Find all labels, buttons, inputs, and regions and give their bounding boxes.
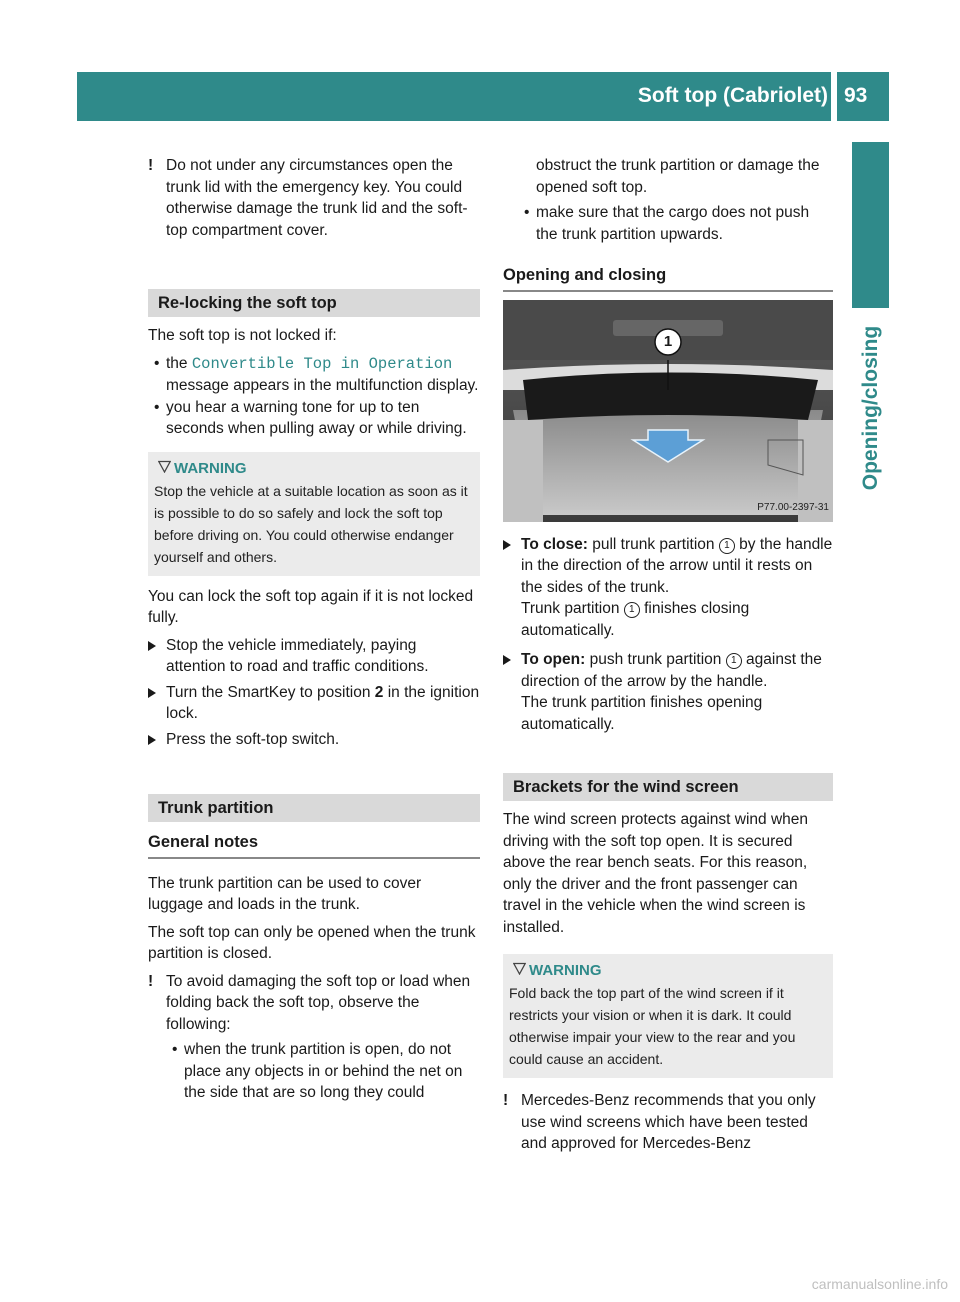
- image-code: P77.00-2397-31: [757, 502, 829, 513]
- subheading-general-notes: General notes: [148, 832, 480, 859]
- left-column: [148, 155, 480, 1104]
- step-item: To close: pull trunk partition 1 by the handle in the direction of the arrow until it rests on the sides of the trunk. Trunk partition 1 finishes closing automatically.: [503, 534, 833, 642]
- step-arrow-icon: [148, 735, 156, 745]
- not-locked-intro: The soft top is not locked if:: [148, 327, 337, 344]
- section-heading-relock: Re-locking the soft top: [148, 289, 480, 317]
- paragraph: The soft top can only be opened when the trunk partition is closed.: [148, 923, 476, 962]
- note-avoid-damage: ! To avoid damaging the soft top or load when folding back the soft top, observe the following:: [148, 972, 471, 1033]
- step-arrow-icon: [503, 655, 511, 665]
- side-tab-block: [852, 142, 889, 308]
- step-arrow-icon: [148, 641, 156, 651]
- callout-1: 1: [663, 332, 673, 350]
- warning-title: WARNING: [154, 458, 474, 480]
- warning-box: [503, 954, 833, 1078]
- step-item: Stop the vehicle immediately, paying attention to road and traffic conditions.: [148, 635, 480, 678]
- step-arrow-icon: [503, 540, 511, 550]
- warning-text: Fold back the top part of the wind screen if it restricts your vision or when it is dark. It could otherwise impair your view to the rear and you could cause an accident.: [509, 985, 796, 1067]
- note-emergency-key: ! Do not under any circumstances open the trunk lid with the emergency key. You could otherwise damage the trunk lid and the soft-top compartment cover.: [148, 157, 468, 239]
- callout-ref-1: 1: [726, 653, 742, 669]
- trunk-photo: [503, 300, 833, 522]
- warning-text: Stop the vehicle at a suitable location as soon as it is possible to do so safely and lock the soft top before driving on. You could otherwise endanger yourself and others.: [154, 482, 468, 565]
- step-item: To open: push trunk partition 1 against the direction of the arrow by the handle. The trunk partition finishes opening automatically.: [503, 649, 833, 735]
- paragraph: The wind screen protects against wind when driving with the soft top open. It is secured above the rear bench seats. For this reason, only the driver and the front passenger can travel in the vehicle when the wind screen is installed.: [503, 811, 808, 936]
- exclamation-icon: !: [148, 972, 154, 990]
- step-item: Press the soft-top switch.: [148, 729, 480, 751]
- exclamation-icon: !: [503, 1092, 509, 1109]
- step-arrow-icon: [148, 688, 156, 698]
- paragraph: The trunk partition can be used to cover luggage and loads in the trunk.: [148, 874, 422, 913]
- section-heading-trunk: Trunk partition: [148, 794, 480, 822]
- display-message: Convertible Top in Operation: [191, 354, 453, 373]
- warning-triangle-icon: [158, 460, 171, 473]
- callout-ref-1: 1: [624, 602, 640, 618]
- list-item: • the Convertible Top in Operation message appears in the multifunction display.: [154, 354, 479, 394]
- callout-ref-1: 1: [719, 538, 735, 554]
- subheading-opening-closing: Opening and closing: [503, 265, 833, 292]
- list-item: • you hear a warning tone for up to ten seconds when pulling away or while driving.: [154, 398, 467, 437]
- list-item: • when the trunk partition is open, do not place any objects in or behind the net on the side that are so long they could: [172, 1041, 463, 1101]
- step-item: Turn the SmartKey to position 2 in the ignition lock.: [148, 682, 480, 725]
- warning-title: WARNING: [509, 960, 827, 982]
- list-item: • make sure that the cargo does not push the trunk partition upwards.: [524, 204, 810, 243]
- warning-box: [148, 452, 480, 576]
- page-number: 93: [844, 84, 868, 107]
- page-title: Soft top (Cabriolet): [637, 84, 828, 107]
- warning-triangle-icon: [513, 962, 526, 975]
- section-heading-brackets: Brackets for the wind screen: [503, 773, 833, 801]
- side-tab-label: Opening/closing: [858, 325, 882, 491]
- note-wind-screens: ! Mercedes-Benz recommends that you only use wind screens which have been tested and approved for Mercedes-Benz: [503, 1092, 816, 1152]
- continued-text: obstruct the trunk partition or damage the opened soft top.: [536, 157, 820, 196]
- watermark: carmanualsonline.info: [811, 1276, 948, 1292]
- exclamation-icon: !: [148, 157, 154, 174]
- relock-intro: You can lock the soft top again if it is not locked fully.: [148, 587, 474, 626]
- right-column: [503, 155, 833, 1155]
